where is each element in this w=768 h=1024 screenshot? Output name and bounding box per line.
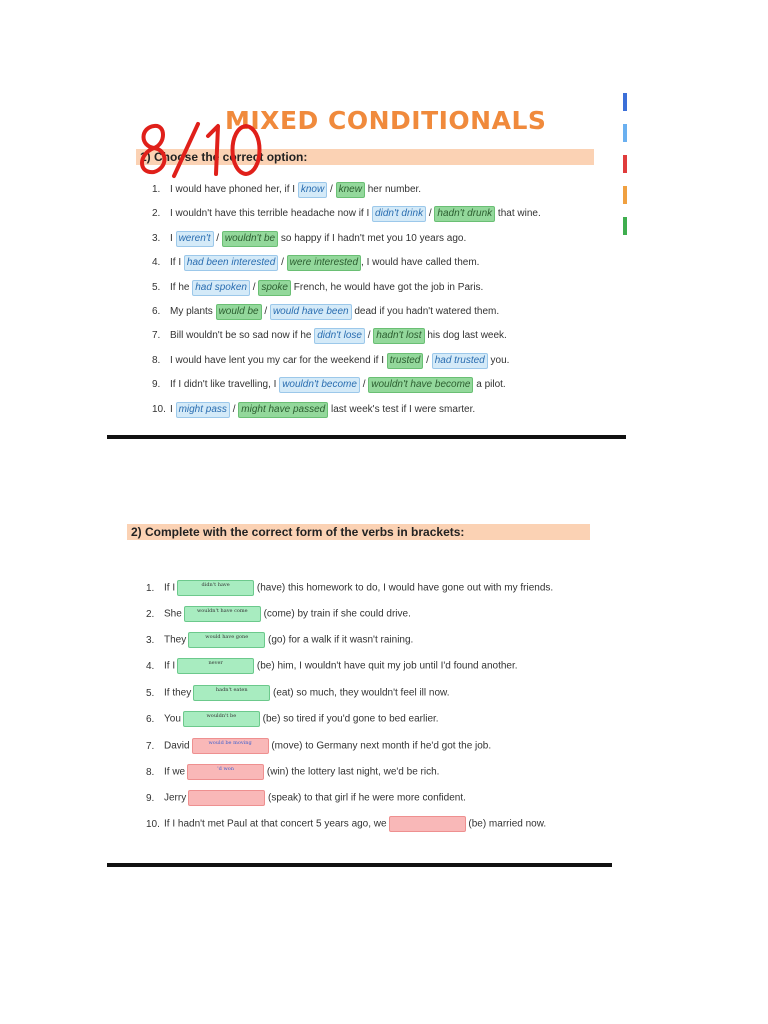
item-text: I wouldn't have this terrible headache now if I (170, 208, 373, 220)
item-text: (speak) to that girl if he were more confident. (265, 792, 466, 804)
item-text: I (170, 232, 176, 244)
item-text: so happy if I hadn't met you 10 years ago. (278, 232, 467, 244)
item-text: dead if you hadn't watered them. (351, 306, 500, 317)
option-a[interactable]: weren't (176, 231, 214, 247)
item-text: a pilot. (473, 379, 506, 391)
worksheet-title: MIXED CONDITIONALS (225, 106, 547, 135)
item-text: (be) so tired if you'd gone to bed earlier. (259, 713, 439, 725)
option-separator: / (359, 379, 369, 391)
item-number: 10. (152, 403, 166, 415)
exercise-2-item (146, 580, 553, 596)
exercise-1-item (152, 206, 541, 222)
answer-field[interactable] (389, 816, 466, 832)
color-tab (623, 186, 627, 204)
exercise-1-item (152, 377, 506, 393)
option-a[interactable]: had spoken (192, 280, 250, 296)
item-number: 7. (152, 330, 161, 342)
page-divider (107, 863, 612, 867)
item-text: My plants (170, 306, 216, 317)
answer-field[interactable]: 'd won (187, 764, 264, 780)
option-a[interactable]: didn't drink (372, 206, 426, 222)
item-text: I would have lent you my car for the weekend if I (170, 354, 387, 366)
item-text: (move) to Germany next month if he'd got the job. (268, 740, 492, 752)
option-a[interactable]: trusted (387, 353, 424, 369)
item-text: (be) married now. (465, 818, 547, 830)
option-separator: / (364, 330, 374, 342)
item-number: 8. (152, 354, 161, 366)
page-divider (107, 435, 626, 439)
item-text: (eat) so much, they wouldn't feel ill now. (270, 687, 450, 699)
exercise-1-item (152, 304, 499, 320)
item-text: She (164, 608, 182, 620)
option-b[interactable]: would have been (270, 304, 352, 320)
item-text: If they (164, 687, 192, 699)
answer-field[interactable]: wouldn't be (183, 711, 260, 727)
item-text: (win) the lottery last night, we'd be rich. (264, 766, 440, 778)
exercise-1-header: 1) Choose the correct option: (136, 149, 594, 165)
exercise-1-item (152, 402, 475, 418)
answer-field[interactable]: never (177, 658, 254, 674)
option-b[interactable]: wouldn't be (222, 231, 278, 247)
option-separator: / (426, 208, 435, 220)
item-text: her number. (364, 184, 422, 195)
exercise-2-item (146, 658, 518, 674)
item-number: 4. (152, 257, 161, 269)
item-number: 5. (146, 687, 155, 699)
color-tab (623, 155, 627, 173)
answer-field[interactable]: wouldn't have come (184, 606, 261, 622)
option-separator: / (327, 184, 336, 195)
item-number: 10. (146, 818, 160, 830)
exercise-2-item (146, 738, 491, 754)
color-tab (623, 124, 627, 142)
exercise-2-item (146, 606, 411, 622)
option-separator: / (249, 281, 259, 293)
answer-field[interactable] (188, 790, 265, 806)
exercise-1-item (152, 231, 466, 247)
option-a[interactable]: didn't lose (314, 328, 365, 344)
exercise-1-item (152, 255, 479, 271)
item-text: You (164, 713, 181, 725)
exercise-1-item (152, 328, 507, 344)
option-b[interactable]: hadn't drunk (434, 206, 495, 222)
color-tabs (623, 93, 627, 248)
item-text: They (164, 634, 187, 646)
answer-field[interactable]: would be moving (192, 738, 269, 754)
item-text: (go) for a walk if it wasn't raining. (265, 634, 414, 646)
item-text: Jerry (164, 792, 187, 804)
exercise-2-header: 2) Complete with the correct form of the verbs in brackets: (127, 524, 590, 540)
item-number: 8. (146, 766, 155, 778)
item-text: (have) this homework to do, I would have gone out with my friends. (254, 582, 554, 594)
item-number: 3. (152, 232, 161, 244)
answer-field[interactable]: didn't have (177, 580, 254, 596)
item-text: (come) by train if she could drive. (260, 608, 411, 620)
option-a[interactable]: would be (216, 304, 262, 320)
item-number: 1. (152, 184, 161, 195)
item-text: If I (164, 582, 176, 594)
exercise-2-item (146, 711, 439, 727)
item-number: 6. (152, 306, 161, 317)
option-a[interactable]: wouldn't become (279, 377, 360, 393)
item-text: If I didn't like travelling, I (170, 379, 280, 391)
exercise-2-item (146, 685, 449, 701)
option-separator: / (229, 403, 239, 415)
item-number: 5. (152, 281, 161, 293)
color-tab (623, 217, 627, 235)
exercise-2-item (146, 816, 546, 832)
option-a[interactable]: know (298, 182, 327, 198)
item-number: 9. (152, 379, 161, 391)
exercise-2-item (146, 764, 439, 780)
item-number: 4. (146, 660, 155, 672)
item-number: 7. (146, 740, 155, 752)
option-separator: / (423, 354, 432, 366)
option-a[interactable]: had been interested (184, 255, 278, 271)
answer-field[interactable]: would have gone (188, 632, 265, 648)
option-b[interactable]: knew (336, 182, 365, 198)
option-a[interactable]: might pass (176, 402, 230, 418)
option-separator: / (278, 257, 287, 269)
color-tab (623, 93, 627, 111)
item-number: 9. (146, 792, 155, 804)
option-b[interactable]: had trusted (432, 353, 488, 369)
item-text: If we (164, 766, 186, 778)
item-text: French, he would have got the job in Paris. (291, 281, 484, 293)
item-text: Bill wouldn't be so sad now if he (170, 330, 315, 342)
item-text: , I would have called them. (361, 257, 480, 269)
item-text: his dog last week. (424, 330, 507, 342)
item-text: I would have phoned her, if I (170, 184, 298, 195)
item-text: David (164, 740, 190, 752)
item-text: that wine. (495, 208, 541, 220)
item-text: If he (170, 281, 193, 293)
item-text: I (170, 403, 176, 415)
option-b[interactable]: were interested (287, 255, 361, 271)
item-text: last week's test if I were smarter. (328, 403, 476, 415)
item-number: 2. (152, 208, 161, 220)
exercise-1-item (152, 353, 509, 369)
answer-field[interactable]: hadn't eaten (193, 685, 270, 701)
exercise-2-item (146, 790, 466, 806)
score-text: 8/10 (132, 116, 134, 117)
item-number: 3. (146, 634, 155, 646)
option-separator: / (261, 306, 270, 317)
exercise-2-item (146, 632, 413, 648)
item-text: If I hadn't met Paul at that concert 5 years ago, we (164, 818, 387, 830)
item-text: (be) him, I wouldn't have quit my job until I'd found another. (254, 660, 518, 672)
option-b[interactable]: spoke (258, 280, 291, 296)
option-b[interactable]: wouldn't have become (368, 377, 473, 393)
item-text: If I (170, 257, 184, 269)
item-number: 2. (146, 608, 155, 620)
option-b[interactable]: might have passed (238, 402, 328, 418)
item-text: you. (487, 354, 510, 366)
option-b[interactable]: hadn't lost (373, 328, 424, 344)
option-separator: / (213, 232, 222, 244)
item-number: 6. (146, 713, 155, 725)
item-text: If I (164, 660, 176, 672)
handwritten-score (132, 116, 282, 191)
item-number: 1. (146, 582, 155, 594)
exercise-1-item (152, 280, 483, 296)
